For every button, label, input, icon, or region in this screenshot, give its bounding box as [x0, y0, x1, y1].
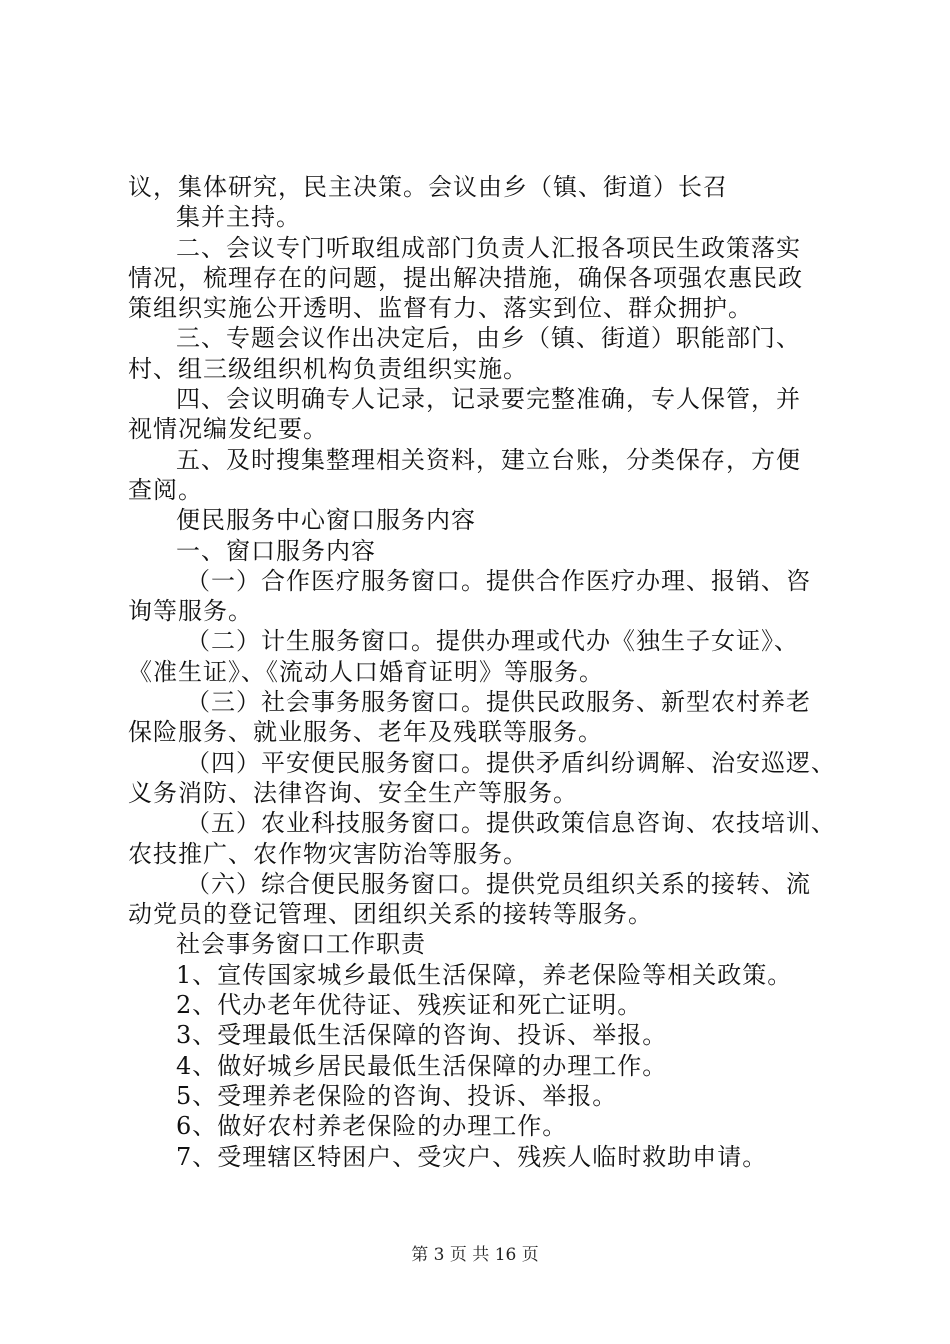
section-heading: 便民服务中心窗口服务内容 [176, 506, 476, 535]
text-line: 查阅。 [128, 475, 203, 504]
text-line: （三）社会事务服务窗口。提供民政服务、新型农村养老 [186, 688, 811, 717]
text-line: （五）农业科技服务窗口。提供政策信息咨询、农技培训、 [186, 809, 836, 838]
list-item: 4、做好城乡居民最低生活保障的办理工作。 [176, 1051, 668, 1080]
text-line: （二）计生服务窗口。提供办理或代办《独生子女证》、 [186, 627, 799, 656]
text-line: 村、组三级组织机构负责组织实施。 [128, 354, 528, 383]
text-line: 情况，梳理存在的问题，提出解决措施，确保各项强农惠民政 [128, 263, 803, 292]
text-line: 三、专题会议作出决定后，由乡（镇、街道）职能部门、 [176, 324, 801, 353]
list-item: 1、宣传国家城乡最低生活保障，养老保险等相关政策。 [176, 960, 793, 989]
text-line: （六）综合便民服务窗口。提供党员组织关系的接转、流 [186, 869, 811, 898]
page-number-footer: 第 3 页 共 16 页 [411, 1245, 539, 1265]
section-heading: 一、窗口服务内容 [176, 536, 376, 565]
text-line: 二、会议专门听取组成部门负责人汇报各项民生政策落实 [176, 233, 801, 262]
list-item: 5、受理养老保险的咨询、投诉、举报。 [176, 1081, 618, 1110]
text-line: （一）合作医疗服务窗口。提供合作医疗办理、报销、咨 [186, 566, 811, 595]
list-item: 6、做好农村养老保险的办理工作。 [176, 1112, 568, 1141]
section-heading: 社会事务窗口工作职责 [176, 930, 426, 959]
text-line: 保险服务、就业服务、老年及残联等服务。 [128, 718, 603, 747]
text-line: 四、会议明确专人记录，记录要完整准确，专人保管，并 [176, 385, 801, 414]
text-line: 五、及时搜集整理相关资料，建立台账，分类保存，方便 [176, 445, 801, 474]
list-item: 7、受理辖区特困户、受灾户、残疾人临时救助申请。 [176, 1142, 768, 1171]
text-line: 议，集体研究，民主决策。会议由乡（镇、街道）长召 [128, 173, 728, 201]
text-line: 农技推广、农作物灾害防治等服务。 [128, 839, 528, 868]
text-line: 义务消防、法律咨询、安全生产等服务。 [128, 778, 578, 807]
text-line: 动党员的登记管理、团组织关系的接转等服务。 [128, 900, 653, 929]
text-line: 集并主持。 [176, 203, 301, 232]
text-line: 策组织实施公开透明、监督有力、落实到位、群众拥护。 [128, 294, 753, 323]
text-line: 视情况编发纪要。 [128, 415, 328, 444]
document-body [128, 172, 840, 1172]
text-line: 询等服务。 [128, 597, 253, 626]
text-line: 《准生证》、《流动人口婚育证明》等服务。 [128, 657, 604, 686]
list-item: 3、受理最低生活保障的咨询、投诉、举报。 [176, 1021, 668, 1050]
text-line: （四）平安便民服务窗口。提供矛盾纠纷调解、治安巡逻、 [186, 748, 836, 777]
list-item: 2、代办老年优待证、残疾证和死亡证明。 [176, 991, 643, 1020]
